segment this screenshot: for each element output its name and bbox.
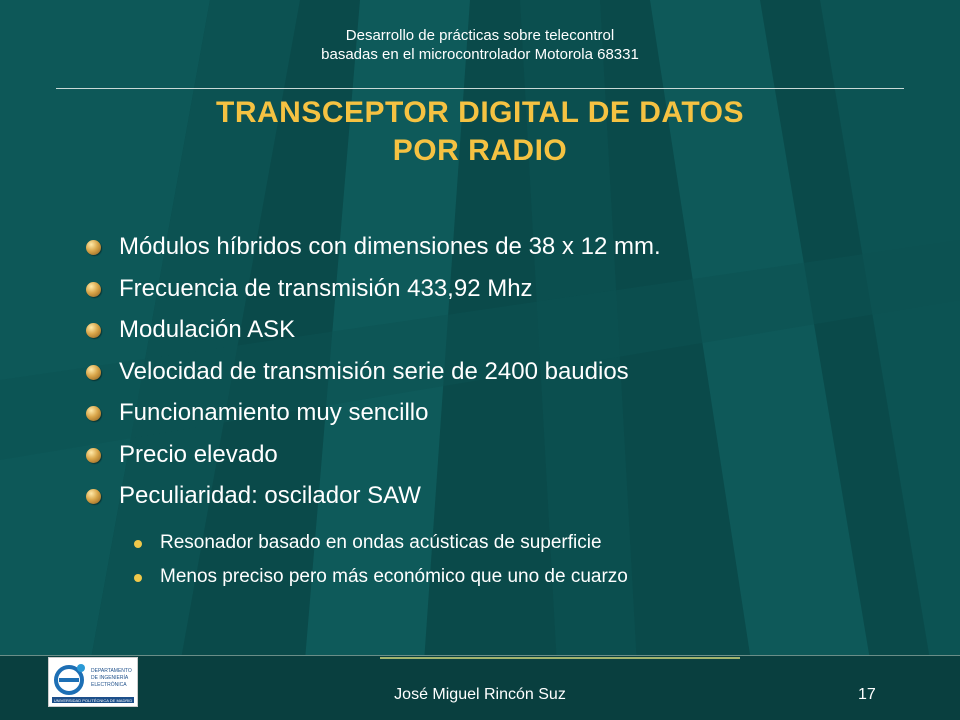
bullet-list <box>86 232 906 523</box>
slide-title <box>60 94 900 170</box>
footer-accent-line <box>380 657 740 659</box>
bullet-item <box>86 315 906 344</box>
bullet-item <box>86 440 906 469</box>
header-line-1: Desarrollo de prácticas sobre telecontrol <box>345 27 615 44</box>
bullet-ball-icon <box>86 406 101 421</box>
footer-author: José Miguel Rincón Suz <box>394 686 566 703</box>
sub-bullet-dot-icon <box>134 574 142 582</box>
sub-bullet-text: Resonador basado en ondas acústicas de superficie <box>160 532 602 553</box>
bullet-item <box>86 274 906 303</box>
course-header <box>0 26 960 64</box>
bullet-text: Velocidad de transmisión serie de 2400 baudios <box>119 357 629 385</box>
bullet-text: Peculiaridad: oscilador SAW <box>119 482 421 509</box>
header-line-2: basadas en el microcontrolador Motorola 68331 <box>321 46 639 63</box>
logo-text-3: ELECTRÓNICA <box>91 682 127 688</box>
sub-bullet-dot-icon <box>134 540 142 548</box>
bullet-ball-icon <box>86 240 101 255</box>
sub-bullet-text: Menos preciso pero más económico que uno de cuarzo <box>160 566 628 587</box>
bullet-item <box>86 398 906 427</box>
header-divider <box>56 88 904 89</box>
bullet-ball-icon <box>86 323 101 338</box>
bullet-text: Frecuencia de transmisión 433,92 Mhz <box>119 274 533 302</box>
bullet-item <box>86 232 906 261</box>
bullet-ball-icon <box>86 365 101 380</box>
footer-divider <box>0 655 960 656</box>
page-number: 17 <box>858 686 876 703</box>
bullet-text: Funcionamiento muy sencillo <box>119 399 429 426</box>
logo-text-2: DE INGENIERÍA <box>91 675 129 681</box>
bullet-text: Modulación ASK <box>119 316 296 343</box>
bullet-ball-icon <box>86 282 101 297</box>
bullet-item <box>86 481 906 510</box>
logo-text-1: DEPARTAMENTO <box>91 668 132 674</box>
bullet-item <box>86 357 906 386</box>
bullet-ball-icon <box>86 448 101 463</box>
bullet-ball-icon <box>86 489 101 504</box>
title-line-2: POR RADIO <box>392 134 568 167</box>
sub-bullet-item <box>134 531 894 555</box>
sub-bullet-list <box>134 531 894 599</box>
sub-bullet-item <box>134 565 894 589</box>
logo-text-4: UNIVERSIDAD POLITÉCNICA DE MADRID <box>53 698 133 703</box>
bullet-text: Precio elevado <box>119 440 278 468</box>
title-line-1: TRANSCEPTOR DIGITAL DE DATOS <box>216 96 744 129</box>
bullet-text: Módulos híbridos con dimensiones de 38 x 12 mm. <box>119 233 661 260</box>
